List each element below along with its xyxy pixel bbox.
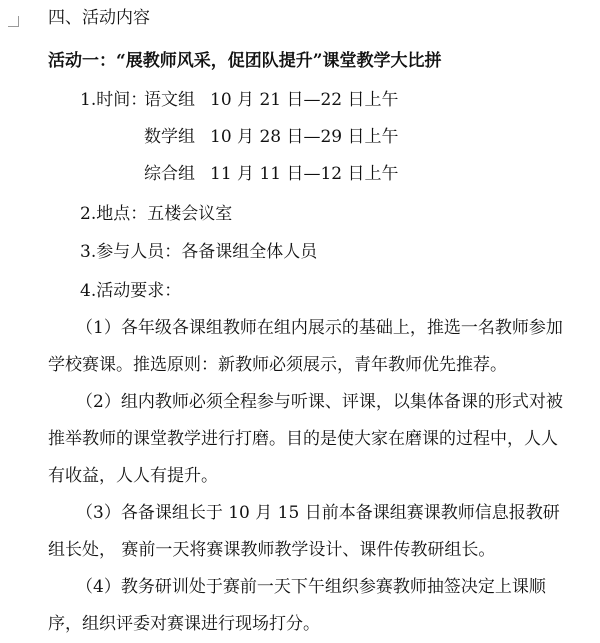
requirement-paragraph-2: （2）组内教师必须全程参与听课、评课，以集体备课的形式对被推举教师的课堂教学进行打磨。目的是使大家在磨课的过程中，人人有收益，人人有提升。 xyxy=(48,392,563,486)
time-date-chinese: 10 月 21 日—22 日上午 xyxy=(210,90,399,110)
activity-title: 活动一：“展教师风采，促团队提升”课堂教学大比拼 xyxy=(48,51,442,71)
time-group-math: 数学组 xyxy=(144,127,195,147)
time-group-chinese: 语文组 xyxy=(144,90,195,110)
location-line: 2.地点：五楼会议室 xyxy=(80,204,233,224)
time-date-math: 10 月 28 日—29 日上午 xyxy=(210,127,399,147)
time-group-comprehensive: 综合组 xyxy=(144,164,195,184)
time-date-comprehensive: 11 月 11 日—12 日上午 xyxy=(210,164,399,184)
time-label: 1.时间： xyxy=(80,90,148,110)
page-corner-mark xyxy=(8,16,19,27)
requirement-paragraph-4: （4）教务研训处于赛前一天下午组织参赛教师抽签决定上课顺序，组织评委对赛课进行现场打分。 xyxy=(48,577,546,634)
requirement-paragraph-3: （3）各备课组长于 10 月 15 日前本备课组赛课教师信息报教研组长处， 赛前一天将赛课教师教学设计、课件传教研组长。 xyxy=(48,503,560,560)
requirements-label: 4.活动要求： xyxy=(80,281,182,301)
participants-line: 3.参与人员：各备课组全体人员 xyxy=(80,242,318,262)
section-heading: 四、活动内容 xyxy=(48,8,150,28)
requirement-paragraph-1: （1）各年级各课组教师在组内展示的基础上，推选一名教师参加学校赛课。推选原则：新教师必须展示，青年教师优先推荐。 xyxy=(48,318,563,375)
